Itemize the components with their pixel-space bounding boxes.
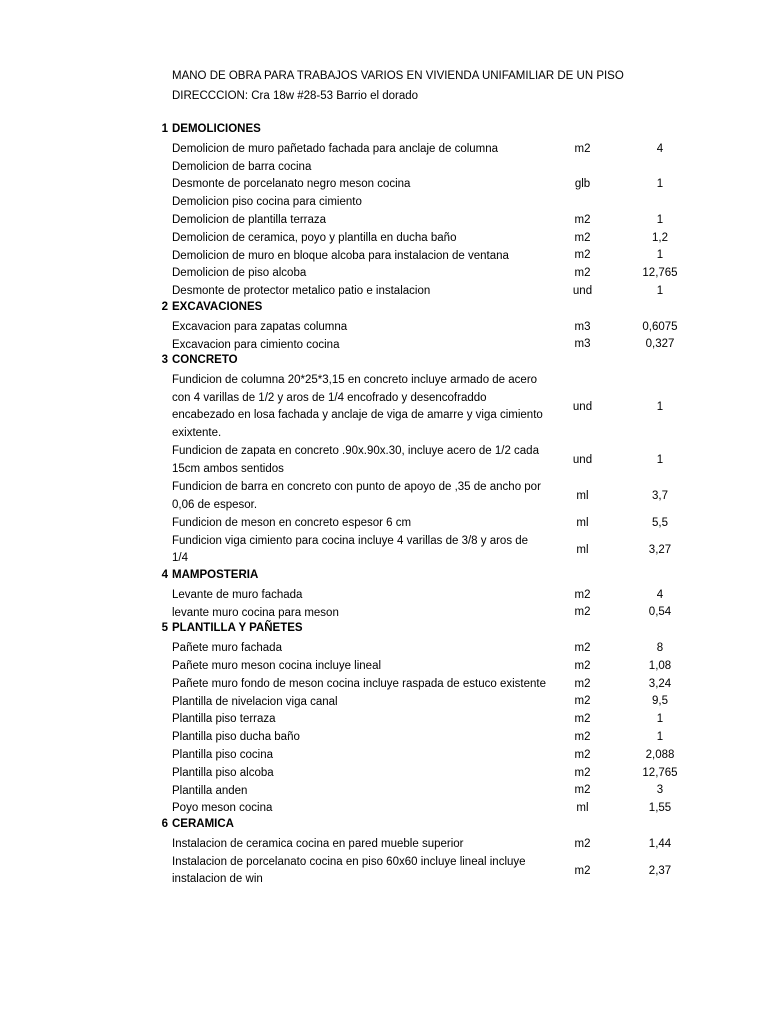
document-address: DIRECCCION: Cra 18w #28-53 Barrio el dorado bbox=[172, 90, 419, 102]
table-row bbox=[0, 443, 768, 479]
item-quantity: 8 bbox=[656, 642, 664, 655]
item-unit: m2 bbox=[574, 213, 591, 226]
section-title: CERAMICA bbox=[172, 818, 234, 831]
table-row bbox=[0, 141, 768, 159]
table-row bbox=[0, 694, 768, 712]
table-row bbox=[0, 605, 768, 623]
item-unit: m2 bbox=[574, 142, 591, 155]
item-description: Plantilla piso alcoba bbox=[172, 766, 274, 779]
section-number: 3 bbox=[161, 354, 168, 367]
item-unit: m3 bbox=[574, 338, 591, 351]
table-row bbox=[0, 533, 768, 569]
item-description: Desmonte de porcelanato negro meson cocina bbox=[172, 178, 411, 191]
item-quantity: 0,54 bbox=[648, 606, 672, 619]
item-unit: und bbox=[572, 400, 593, 413]
table-row bbox=[0, 747, 768, 765]
item-unit: ml bbox=[576, 802, 589, 815]
item-unit: ml bbox=[576, 543, 589, 556]
item-quantity: 4 bbox=[656, 142, 664, 155]
item-quantity: 1 bbox=[656, 178, 664, 191]
item-description: Plantilla de nivelacion viga canal bbox=[172, 695, 338, 708]
section-number: 4 bbox=[161, 568, 168, 581]
item-description: Demolicion de plantilla terraza bbox=[172, 213, 327, 226]
section-number: 1 bbox=[161, 123, 168, 135]
table-row bbox=[0, 854, 768, 890]
table-row bbox=[0, 587, 768, 605]
table-row bbox=[0, 212, 768, 230]
item-quantity: 12,765 bbox=[642, 766, 678, 779]
item-description: Excavacion para cimiento cocina bbox=[172, 338, 340, 351]
item-description: Fundicion de meson en concreto espesor 6 cm bbox=[172, 517, 412, 530]
item-quantity: 9,5 bbox=[652, 695, 668, 708]
item-quantity: 1 bbox=[656, 213, 664, 226]
item-quantity: 1 bbox=[656, 400, 664, 413]
item-unit: m2 bbox=[574, 784, 591, 797]
item-description: Excavacion para zapatas columna bbox=[172, 320, 348, 333]
item-quantity: 1,44 bbox=[648, 837, 672, 850]
item-quantity: 1 bbox=[656, 713, 664, 726]
section-title: MAMPOSTERIA bbox=[172, 568, 259, 581]
item-unit: m2 bbox=[574, 713, 591, 726]
item-description: Demolicion piso cocina para cimiento bbox=[172, 196, 362, 209]
section-number: 6 bbox=[161, 818, 168, 831]
table-row bbox=[0, 729, 768, 747]
item-quantity: 1,2 bbox=[652, 231, 668, 244]
item-unit: m2 bbox=[574, 267, 591, 280]
item-description: Plantilla piso terraza bbox=[172, 713, 276, 726]
item-description: Fundicion de barra en concreto con punto de apoyo de ,35 de ancho por 0,06 de espesor. bbox=[172, 481, 541, 511]
item-description: Fundicion viga cimiento para cocina incluye 4 varillas de 3/8 y aros de 1/4 bbox=[172, 534, 529, 565]
document-title: MANO DE OBRA PARA TRABAJOS VARIOS EN VIVIENDA UNIFAMILIAR DE UN PISO bbox=[172, 70, 624, 82]
section-row bbox=[0, 622, 768, 640]
section-title: EXCAVACIONES bbox=[172, 300, 263, 313]
section-row bbox=[0, 123, 768, 141]
table-row bbox=[0, 248, 768, 266]
item-unit: und bbox=[572, 285, 593, 298]
item-unit: m2 bbox=[574, 231, 591, 244]
table-row bbox=[0, 515, 768, 533]
item-description: Plantilla anden bbox=[172, 784, 248, 797]
item-quantity: 1 bbox=[656, 731, 664, 744]
item-description: Instalacion de ceramica cocina en pared mueble superior bbox=[172, 837, 464, 850]
table-row bbox=[0, 783, 768, 801]
item-description: Demolicion de piso alcoba bbox=[172, 267, 307, 280]
item-unit: m2 bbox=[574, 606, 591, 619]
item-unit: m2 bbox=[574, 695, 591, 708]
table-row bbox=[0, 230, 768, 248]
item-quantity: 1,55 bbox=[648, 802, 672, 815]
item-quantity: 3 bbox=[656, 784, 664, 797]
item-quantity: 2,37 bbox=[648, 864, 672, 877]
item-description: Plantilla piso ducha baño bbox=[172, 731, 300, 744]
item-unit: m2 bbox=[574, 766, 591, 779]
table-row bbox=[0, 337, 768, 355]
item-description: Demolicion de ceramica, poyo y plantilla en ducha baño bbox=[172, 231, 457, 244]
item-unit: m2 bbox=[574, 731, 591, 744]
item-quantity: 1 bbox=[656, 454, 664, 467]
item-quantity: 2,088 bbox=[645, 748, 675, 761]
item-quantity: 3,24 bbox=[648, 677, 672, 690]
table-row bbox=[0, 319, 768, 337]
item-description: Pañete muro fachada bbox=[172, 642, 282, 655]
item-description: Levante de muro fachada bbox=[172, 588, 303, 601]
item-quantity: 0,327 bbox=[645, 338, 675, 351]
item-unit: ml bbox=[576, 490, 589, 503]
table-row bbox=[0, 283, 768, 301]
item-description: Pañete muro meson cocina incluye lineal bbox=[172, 659, 382, 672]
table-row bbox=[0, 640, 768, 658]
item-unit: m2 bbox=[574, 837, 591, 850]
item-description: Fundicion de columna 20*25*3,15 en concreto incluye armado de acero con 4 varillas de 1/2 y aros de 1/4 encofrado y desencofraddo encabezado en losa fachada y anclaje de viga de amarre y viga cimiento exixtente. bbox=[172, 374, 543, 439]
section-row bbox=[0, 301, 768, 319]
item-description: Desmonte de protector metalico patio e instalacion bbox=[172, 285, 431, 298]
table-row bbox=[0, 676, 768, 694]
item-unit: ml bbox=[576, 517, 589, 530]
table-row bbox=[0, 265, 768, 283]
item-quantity: 1,08 bbox=[648, 659, 672, 672]
table-row bbox=[0, 194, 768, 212]
item-quantity: 4 bbox=[656, 588, 664, 601]
item-quantity: 1 bbox=[656, 249, 664, 262]
section-title: PLANTILLA Y PAÑETES bbox=[172, 622, 303, 635]
item-unit: m2 bbox=[574, 677, 591, 690]
section-number: 5 bbox=[161, 622, 168, 635]
table-row bbox=[0, 176, 768, 194]
section-row bbox=[0, 818, 768, 836]
item-unit: m3 bbox=[574, 320, 591, 333]
item-unit: m2 bbox=[574, 659, 591, 672]
table-row bbox=[0, 658, 768, 676]
item-description: Pañete muro fondo de meson cocina incluye raspada de estuco existente bbox=[172, 677, 546, 690]
table-row bbox=[0, 765, 768, 783]
item-quantity: 3,27 bbox=[648, 543, 672, 556]
section-number: 2 bbox=[161, 300, 168, 313]
item-unit: m2 bbox=[574, 642, 591, 655]
item-description: Demolicion de barra cocina bbox=[172, 160, 312, 173]
item-unit: m2 bbox=[574, 249, 591, 262]
item-unit: m2 bbox=[574, 748, 591, 761]
item-quantity: 5,5 bbox=[652, 517, 668, 530]
item-description: Fundicion de zapata en concreto .90x.90x.30, incluye acero de 1/2 cada 15cm ambos sentidos bbox=[172, 445, 539, 475]
item-quantity: 3,7 bbox=[652, 490, 668, 503]
section-row bbox=[0, 354, 768, 372]
item-description: levante muro cocina para meson bbox=[172, 606, 339, 619]
table-row bbox=[0, 372, 768, 443]
item-quantity: 0,6075 bbox=[642, 320, 678, 333]
item-description: Poyo meson cocina bbox=[172, 802, 273, 815]
table-row bbox=[0, 800, 768, 818]
item-description: Plantilla piso cocina bbox=[172, 748, 274, 761]
section-title: DEMOLICIONES bbox=[172, 123, 261, 135]
table-row bbox=[0, 711, 768, 729]
item-unit: glb bbox=[574, 178, 591, 191]
item-quantity: 12,765 bbox=[642, 267, 678, 280]
section-row bbox=[0, 569, 768, 587]
item-description: Demolicion de muro en bloque alcoba para instalacion de ventana bbox=[172, 249, 509, 262]
budget-table bbox=[0, 123, 768, 890]
item-unit: m2 bbox=[574, 588, 591, 601]
table-row bbox=[0, 836, 768, 854]
table-row bbox=[0, 479, 768, 515]
item-unit: und bbox=[572, 454, 593, 467]
item-quantity: 1 bbox=[656, 285, 664, 298]
item-description: Demolicion de muro pañetado fachada para anclaje de columna bbox=[172, 142, 499, 155]
table-row bbox=[0, 159, 768, 177]
item-unit: m2 bbox=[574, 864, 591, 877]
section-title: CONCRETO bbox=[172, 354, 238, 367]
item-description: Instalacion de porcelanato cocina en piso 60x60 incluye lineal incluye instalacion de win bbox=[172, 855, 526, 886]
